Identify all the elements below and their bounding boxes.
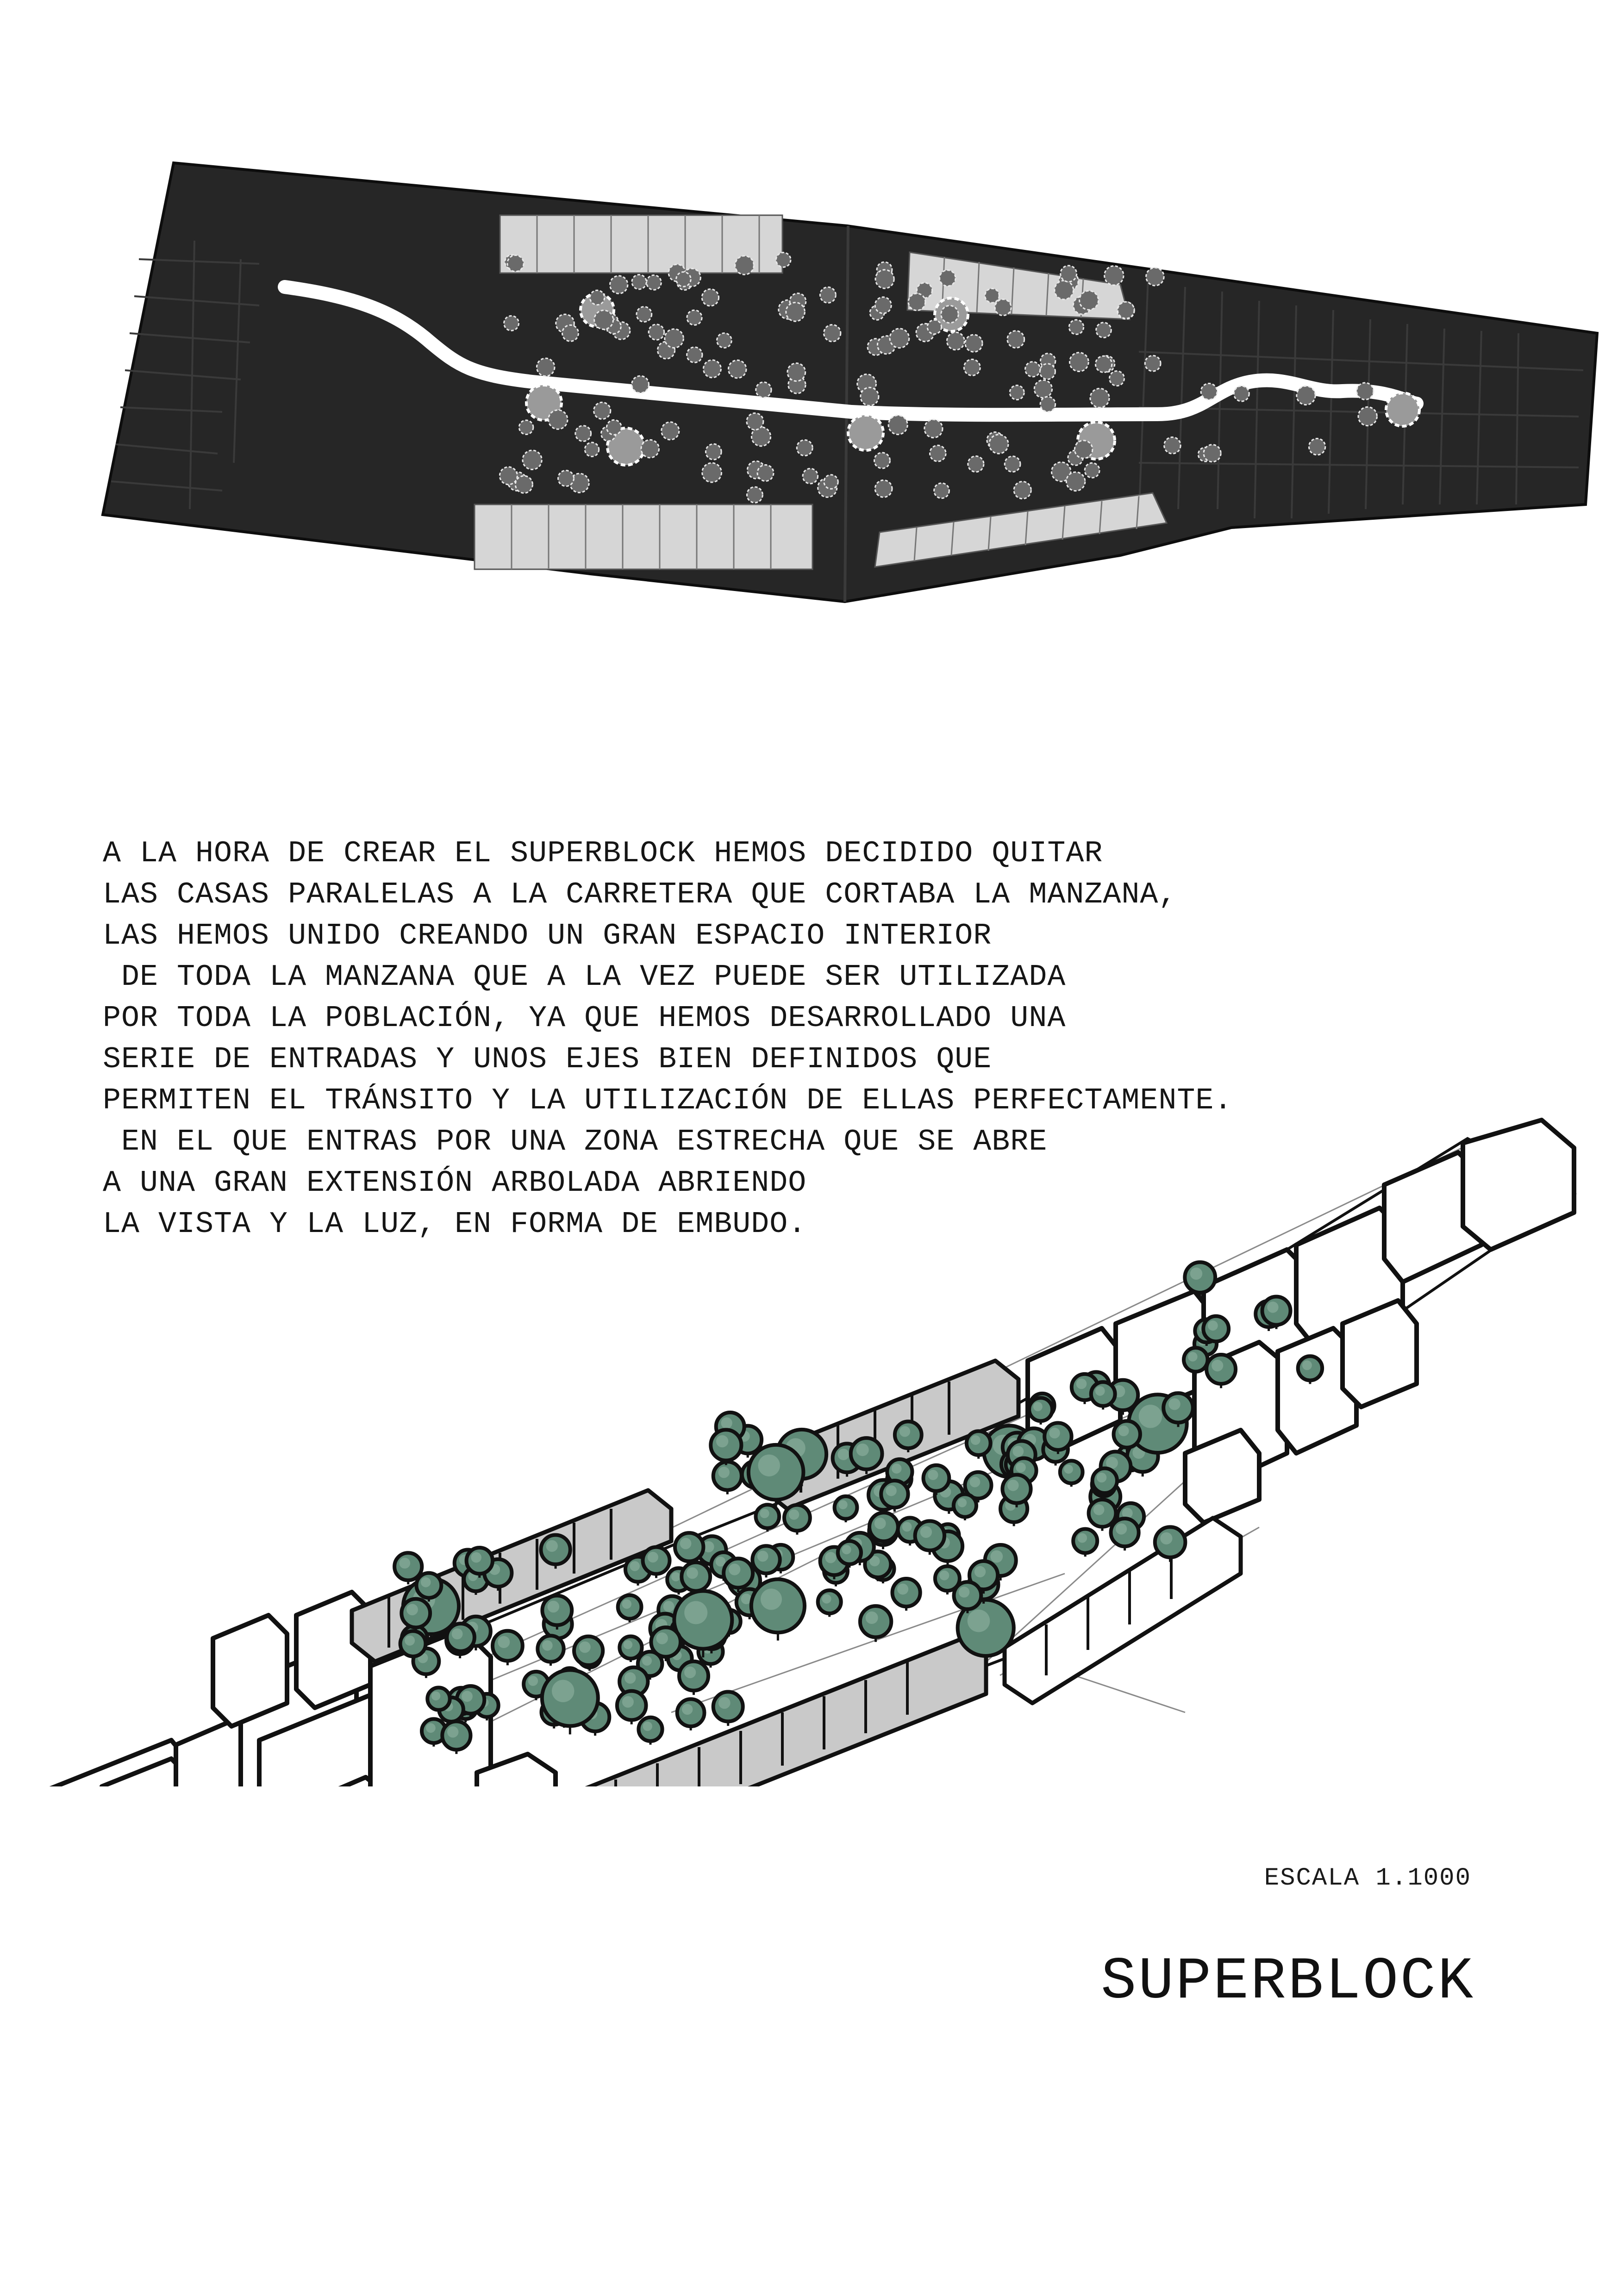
plan-tree bbox=[824, 475, 838, 489]
plan-tree bbox=[507, 255, 524, 272]
description-line: LA VISTA Y LA LUZ, EN FORMA DE EMBUDO. bbox=[103, 1207, 807, 1241]
plan-tree bbox=[1061, 266, 1077, 282]
plan-tree bbox=[1040, 397, 1056, 412]
plan-tree bbox=[776, 253, 791, 268]
plan-tree bbox=[875, 270, 894, 288]
house-row-south-west bbox=[475, 504, 812, 569]
plan-tree bbox=[594, 402, 611, 419]
plan-tree bbox=[930, 445, 946, 461]
plan-tree bbox=[1110, 371, 1124, 386]
plan-tree bbox=[562, 325, 579, 341]
plan-tree bbox=[676, 272, 691, 287]
plan-tree bbox=[549, 410, 568, 429]
plan-tree bbox=[757, 465, 774, 481]
plan-tree bbox=[1309, 439, 1325, 455]
plan-tree bbox=[786, 303, 805, 322]
plan-tree bbox=[1007, 331, 1024, 348]
plan-tree bbox=[1145, 355, 1161, 371]
plan-tree bbox=[523, 450, 542, 469]
plan-tree bbox=[824, 325, 841, 342]
plan-tree bbox=[995, 299, 1011, 316]
plan-tree bbox=[728, 360, 746, 378]
plan-tree bbox=[1010, 386, 1024, 400]
plan-tree bbox=[1118, 302, 1134, 318]
site-ground bbox=[103, 163, 1597, 602]
plan-tree bbox=[965, 335, 982, 352]
plan-tree bbox=[610, 276, 628, 293]
plan-tree bbox=[1074, 441, 1093, 459]
plan-tree bbox=[874, 453, 890, 468]
plan-tree bbox=[1297, 386, 1315, 404]
plan-tree bbox=[647, 275, 662, 290]
axo-tree bbox=[711, 1430, 741, 1465]
plan-tree bbox=[1014, 481, 1031, 498]
plan-tree bbox=[1204, 445, 1221, 462]
plan-tree bbox=[989, 435, 1008, 454]
plan-tree bbox=[537, 358, 555, 376]
plan-tree bbox=[875, 297, 891, 313]
description-line: A LA HORA DE CREAR EL SUPERBLOCK HEMOS DECIDIDO QUITAR bbox=[103, 836, 1103, 871]
plan-tree bbox=[706, 444, 721, 460]
sheet-title: SUPERBLOCK bbox=[1100, 1948, 1475, 2016]
scale-label: ESCALA 1.1000 bbox=[1264, 1864, 1471, 1892]
plan-tree bbox=[735, 256, 754, 274]
plan-tree bbox=[947, 332, 964, 350]
plan-tree bbox=[861, 387, 879, 405]
plan-tree bbox=[1066, 472, 1085, 491]
plan-tree bbox=[662, 422, 679, 440]
plan-tree bbox=[803, 468, 818, 484]
plan-tree bbox=[756, 382, 771, 398]
plan-tree bbox=[968, 456, 984, 472]
description-line: POR TODA LA POBLACIÓN, YA QUE HEMOS DESARROLLADO UNA bbox=[103, 1001, 1066, 1035]
plan-tree bbox=[606, 420, 621, 435]
plan-tree bbox=[924, 420, 943, 438]
plan-tree bbox=[687, 347, 702, 362]
plan-tree bbox=[1070, 353, 1089, 372]
plan-tree bbox=[703, 360, 721, 378]
plan-tree bbox=[585, 442, 599, 456]
description-line: LAS CASAS PARALELAS A LA CARRETERA QUE CORTABA LA MANZANA, bbox=[103, 877, 1177, 912]
plan-tree bbox=[940, 270, 956, 286]
plan-tree bbox=[908, 293, 925, 311]
plan-tree bbox=[787, 363, 806, 381]
plan-tree bbox=[519, 420, 533, 435]
description-line: SERIE DE ENTRADAS Y UNOS EJES BIEN DEFINIDOS QUE bbox=[103, 1042, 992, 1076]
plan-tree bbox=[1096, 323, 1112, 338]
plan-tree bbox=[927, 320, 941, 334]
plan-tree bbox=[751, 427, 770, 446]
plan-tree bbox=[1146, 268, 1164, 286]
plan-tree bbox=[890, 329, 909, 348]
plan-tree bbox=[665, 329, 684, 348]
plan-tree bbox=[717, 333, 732, 348]
plan-tree bbox=[888, 416, 907, 435]
plan-tree bbox=[641, 440, 659, 458]
description-line: PERMITEN EL TRÁNSITO Y LA UTILIZACIÓN DE ELLAS PERFECTAMENTE. bbox=[103, 1083, 1233, 1118]
plan-tree bbox=[747, 413, 763, 430]
plan-tree bbox=[1069, 320, 1083, 334]
plan-tree bbox=[1095, 356, 1112, 372]
plan-tree bbox=[1034, 380, 1052, 398]
plan-tree bbox=[1105, 266, 1124, 285]
plan-tree bbox=[702, 463, 722, 482]
plan-tree bbox=[590, 290, 604, 305]
plan-tree bbox=[941, 305, 958, 323]
site-plan-drawing bbox=[0, 0, 1624, 648]
description-line: EN EL QUE ENTRAS POR UNA ZONA ESTRECHA QUE SE ABRE bbox=[103, 1125, 1048, 1159]
plan-tree bbox=[702, 289, 718, 306]
plan-tree bbox=[515, 476, 532, 493]
plan-tree bbox=[1040, 364, 1056, 380]
description-line: LAS HEMOS UNIDO CREANDO UN GRAN ESPACIO INTERIOR bbox=[103, 919, 992, 953]
plan-tree bbox=[632, 275, 646, 289]
plan-tree bbox=[934, 483, 949, 498]
plan-tree bbox=[1164, 437, 1181, 454]
plan-tree bbox=[1055, 280, 1074, 299]
plan-tree bbox=[1357, 383, 1374, 399]
plan-tree bbox=[875, 480, 892, 498]
plan-tree bbox=[1234, 386, 1249, 401]
plan-tree bbox=[504, 316, 519, 330]
plan-tree bbox=[797, 440, 812, 456]
plan-tree bbox=[985, 289, 999, 303]
plan-tree bbox=[1085, 463, 1099, 478]
plan-tree bbox=[1358, 407, 1377, 425]
plan-tree bbox=[632, 376, 649, 393]
plan-tree bbox=[1005, 456, 1020, 472]
description-line: A UNA GRAN EXTENSIÓN ARBOLADA ABRIENDO bbox=[103, 1166, 807, 1200]
plan-tree bbox=[575, 426, 591, 442]
axo-tree bbox=[713, 1462, 742, 1494]
plan-tree bbox=[500, 467, 517, 485]
plan-tree bbox=[964, 359, 980, 375]
plan-tree bbox=[1090, 388, 1109, 407]
plan-tree bbox=[558, 471, 574, 486]
description-line: DE TODA LA MANZANA QUE A LA VEZ PUEDE SER UTILIZADA bbox=[103, 960, 1066, 994]
plan-tree bbox=[820, 287, 836, 303]
plan-tree bbox=[649, 324, 664, 340]
plan-tree bbox=[1080, 291, 1099, 310]
plan-tree bbox=[637, 307, 652, 322]
plan-tree bbox=[1025, 362, 1040, 377]
plan-tree bbox=[687, 310, 702, 325]
plan-tree bbox=[594, 311, 613, 330]
plan-tree bbox=[747, 487, 762, 503]
axonometric-drawing bbox=[0, 1101, 1624, 1786]
plan-tree bbox=[1201, 384, 1217, 400]
